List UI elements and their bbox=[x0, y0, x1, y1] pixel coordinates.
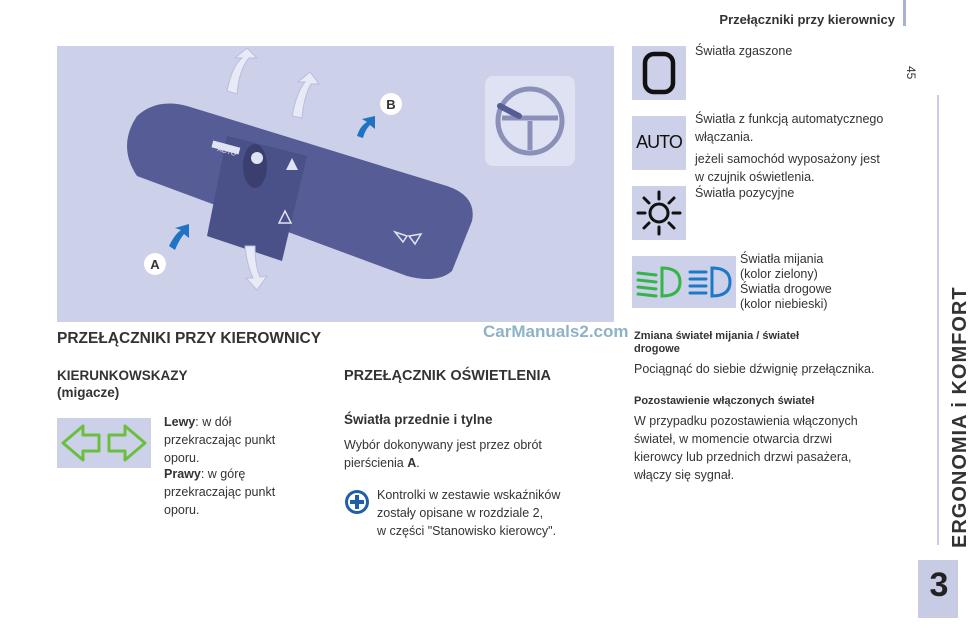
lighting-note bbox=[377, 486, 560, 540]
stalk-body bbox=[127, 104, 473, 280]
left-text-3: oporu. bbox=[164, 451, 200, 465]
right-label: Prawy bbox=[164, 467, 201, 481]
main-heading: PRZEŁĄCZNIKI PRZY KIEROWNICY bbox=[57, 330, 322, 347]
beam-lights-panel bbox=[632, 256, 736, 308]
switching-heading bbox=[634, 330, 799, 356]
chapter-number: 3 bbox=[929, 566, 949, 604]
note-line2: zostały opisane w rozdziale 2, bbox=[377, 506, 544, 520]
left-label: Lewy bbox=[164, 415, 196, 429]
auto-line3: jeżeli samochód wyposażony jest bbox=[695, 152, 880, 166]
note-line1: Kontrolki w zestawie wskaźników bbox=[377, 488, 561, 502]
indicators-right-text bbox=[164, 465, 275, 519]
lighting-subheading: Światła przednie i tylne bbox=[344, 412, 493, 427]
indicator-arrows-panel bbox=[57, 418, 151, 468]
callout-a: A bbox=[150, 257, 160, 272]
right-text-1: : w górę bbox=[200, 467, 246, 481]
left-on-line2: świateł, w momencie otwarcia drzwi bbox=[634, 432, 832, 446]
lighting-text bbox=[344, 436, 542, 472]
auto-icon: AUTO bbox=[636, 132, 682, 152]
lights-off-label: Światła zgaszone bbox=[695, 44, 793, 58]
left-text-1: : w dół bbox=[195, 415, 232, 429]
switching-heading-line2: drogowe bbox=[634, 343, 680, 355]
header-divider bbox=[903, 0, 906, 26]
note-line3: w części "Stanowisko kierowcy". bbox=[377, 524, 557, 538]
page-number: 45 bbox=[904, 66, 918, 80]
ring-a-ref: A bbox=[407, 456, 417, 470]
stalk-illustration bbox=[57, 46, 614, 322]
right-text-2: przekraczając punkt bbox=[164, 485, 276, 499]
indicators-heading-line2: (migacze) bbox=[57, 385, 120, 400]
switching-heading-line1: Zmiana świateł mijania / świateł bbox=[634, 330, 800, 342]
callout-b: B bbox=[386, 97, 396, 112]
left-on-line4: włączy się sygnał. bbox=[634, 468, 735, 482]
page-header-title: Przełączniki przy kierownicy bbox=[719, 12, 895, 27]
indicators-left-text bbox=[164, 413, 275, 467]
left-on-heading: Pozostawienie włączonych świateł bbox=[634, 395, 815, 407]
auto-line2: włączania. bbox=[695, 130, 754, 144]
left-on-text bbox=[634, 412, 858, 484]
stalk-auto-label: AUTO bbox=[216, 146, 237, 158]
left-on-line3: kierowcy lub przednich drzwi pasażera, bbox=[634, 450, 852, 464]
auto-lights-panel bbox=[632, 116, 686, 170]
lighting-text-line2-end: . bbox=[416, 456, 420, 470]
watermark: CarManuals2.com bbox=[483, 322, 629, 341]
indicators-heading bbox=[57, 367, 188, 401]
beam-line4: (kolor niebieski) bbox=[740, 297, 828, 311]
position-lights-panel bbox=[632, 186, 686, 240]
lighting-heading: PRZEŁĄCZNIK OŚWIETLENIA bbox=[344, 368, 552, 384]
high-beam-icon bbox=[690, 268, 730, 296]
lighting-text-line1: Wybór dokonywany jest przez obrót bbox=[344, 438, 542, 452]
left-on-line1: W przypadku pozostawienia włączonych bbox=[634, 414, 858, 428]
switching-text: Pociągnąć do siebie dźwignię przełącznika. bbox=[634, 362, 875, 376]
right-indicator-icon bbox=[109, 426, 145, 460]
rotate-arrow-icon-a bbox=[169, 224, 189, 250]
lights-off-icon bbox=[632, 46, 686, 100]
lights-off-panel bbox=[632, 46, 686, 100]
position-lights-icon bbox=[632, 186, 686, 240]
left-text-2: przekraczając punkt bbox=[164, 433, 276, 447]
auto-lights-text bbox=[695, 110, 883, 186]
beam-line3: Światła drogowe bbox=[740, 282, 832, 296]
up-arrow-icon-2 bbox=[292, 72, 319, 118]
indicators-heading-line1: KIERUNKOWSKAZY bbox=[57, 368, 188, 383]
steering-wheel-icon bbox=[485, 76, 575, 166]
rotate-arrow-icon-b bbox=[357, 116, 375, 138]
beam-line1: Światła mijania bbox=[740, 252, 824, 266]
low-beam-icon bbox=[638, 268, 680, 296]
right-text-3: oporu. bbox=[164, 503, 200, 517]
up-arrow-icon bbox=[227, 48, 257, 94]
sidebar-divider bbox=[937, 95, 939, 545]
position-lights-label: Światła pozycyjne bbox=[695, 186, 795, 200]
info-plus-icon bbox=[344, 489, 370, 515]
lighting-text-line2: pierścienia bbox=[344, 456, 408, 470]
beam-lights-text bbox=[740, 252, 832, 312]
auto-line1: Światła z funkcją automatycznego bbox=[695, 112, 884, 126]
auto-line4: w czujnik oświetlenia. bbox=[695, 170, 815, 184]
chapter-title: ERGONOMIA i KOMFORT bbox=[949, 286, 971, 548]
left-indicator-icon bbox=[63, 426, 99, 460]
beam-line2: (kolor zielony) bbox=[740, 267, 818, 281]
lighting-stalk-drawing bbox=[57, 46, 614, 322]
